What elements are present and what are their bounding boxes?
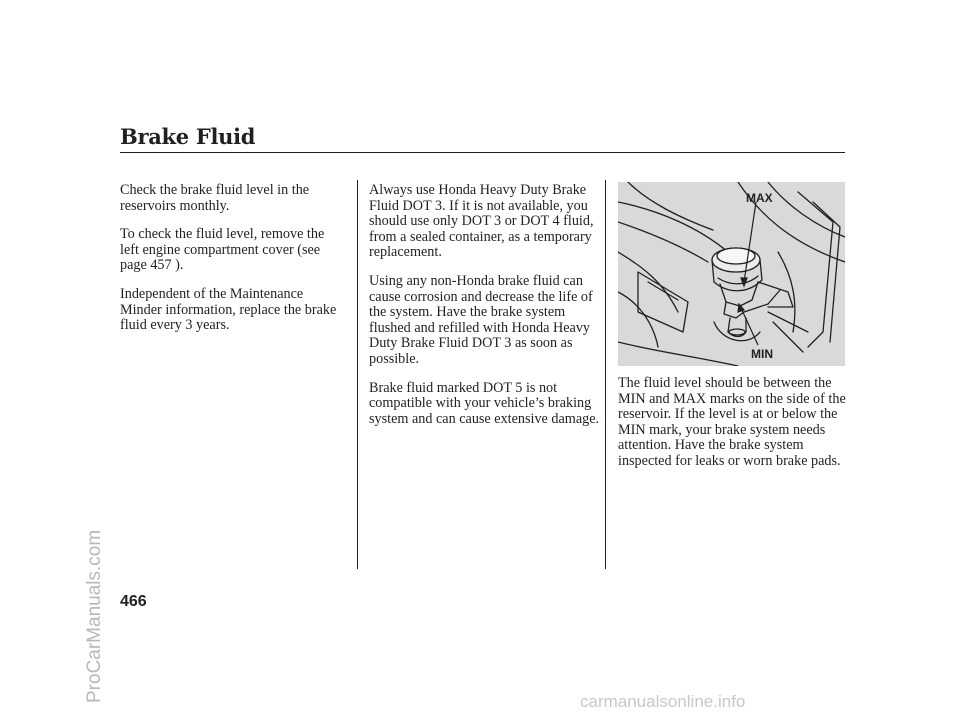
paragraph: Always use Honda Heavy Duty Brake Fluid DOT 3. If it is not available, you should use only DOT 3 or DOT 4 fluid, from a sealed container, as a temporary replacement. [369,182,594,261]
max-label: MAX [746,191,773,205]
paragraph: Check the brake fluid level in the reservoirs monthly. [120,182,310,214]
column-divider [605,180,606,569]
paragraph: Brake fluid marked DOT 5 is not compatible with your vehicle’s braking system and can cause extensive damage. [369,379,600,427]
paragraph: Independent of the Maintenance Minder information, replace the brake fluid every 3 years. [120,285,337,334]
title-rule [120,152,845,153]
column-1 [120,183,346,347]
column-divider [357,180,358,569]
brake-reservoir-illustration [618,182,845,366]
paragraph: The fluid level should be between the MIN and MAX marks on the side of the reservoir. If the level is at or below the MIN mark, your brake system needs attention. Have the brake system inspected for leaks or worn brake pads. [618,375,846,469]
min-label: MIN [751,347,773,361]
paragraph: Using any non-Honda brake fluid can cause corrosion and decrease the life of the system. Have the brake system flushed and refilled with Honda Heavy Duty Brake Fluid DOT 3 as soon as possible. [369,272,593,367]
column-2 [369,183,601,440]
footer-watermark: carmanualsonline.info [580,692,746,711]
side-watermark: ProCarManuals.com [84,529,105,703]
page-number: 466 [120,593,147,610]
reservoir-drawing [618,182,845,366]
page-title: Brake Fluid [120,124,256,149]
column-3 [618,376,848,483]
paragraph: To check the fluid level, remove the left engine compartment cover (see page 457 ). [120,226,325,274]
